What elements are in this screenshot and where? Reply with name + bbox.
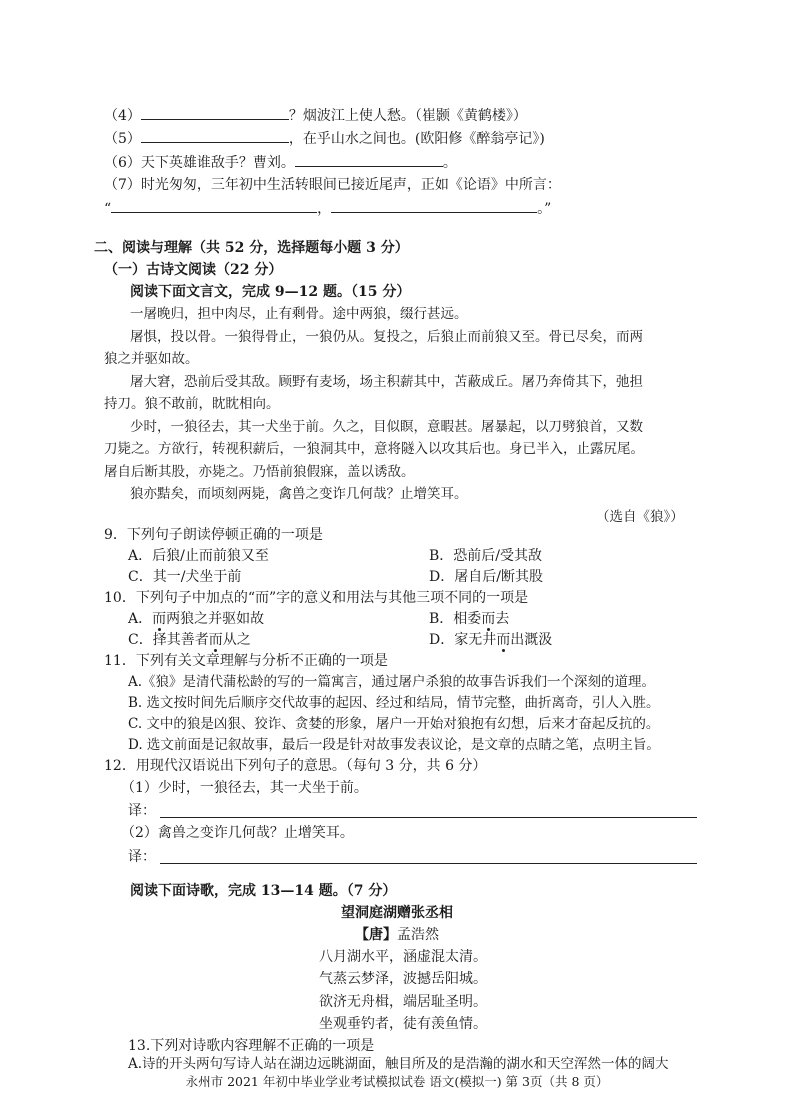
prose-line: 屠自后断其股，亦毙之。乃悟前狼假寐，盖以诱敌。	[104, 464, 415, 480]
q10-option-c[interactable]: C．择其善者而从之	[128, 632, 251, 648]
poem-line: 欲济无舟楫，端居耻圣明。	[319, 994, 487, 1010]
q10-option-d[interactable]: D．家无井而出溉汲	[429, 632, 553, 648]
q11-stem: 11．下列有关文章理解与分析不正确的一项是	[104, 653, 388, 669]
q7-blank-2[interactable]	[331, 199, 537, 213]
q12-translation-label-1: 译：	[128, 803, 156, 819]
q12-stem: 12．用现代汉语说出下列句子的意思。（每句 3 分，共 6 分）	[104, 758, 487, 774]
q12-sentence-1: （1）少时，一狼径去，其一犬坐于前。	[121, 780, 368, 796]
q4-line: （4） ？烟波江上使人愁。（崔颢《黄鹤楼》）	[104, 108, 527, 124]
prose-line: 一屠晚归，担中肉尽，止有剩骨。途中两狼，缀行甚远。	[130, 306, 468, 322]
poem-author: 【唐】孟浩然	[355, 927, 439, 943]
prose-line: 持刀。狼不敢前，眈眈相向。	[104, 396, 280, 412]
q12-answer-line-2[interactable]	[160, 863, 697, 864]
q10-option-b[interactable]: B．相委而去	[429, 611, 510, 627]
prose-line: 屠惧，投以骨。一狼得骨止，一狼仍从。复投之，后狼止而前狼又至。骨已尽矣，而两	[130, 329, 643, 345]
q11-option-c[interactable]: C. 文中的狼是凶狠、狡诈、贪婪的形象，屠户一开始对狼抱有幻想，后来才奋起反抗的。	[128, 716, 660, 732]
q5-blank[interactable]	[141, 129, 289, 143]
q9-option-c[interactable]: C．其一/犬坐于前	[128, 569, 242, 585]
poem-line: 气蒸云梦泽，波撼岳阳城。	[319, 971, 487, 987]
q4-blank[interactable]	[141, 106, 289, 120]
prose-line: 少时，一狼径去，其一犬坐于前。久之，目似瞑，意暇甚。屠暴起，以刀劈狼首，又数	[130, 419, 643, 435]
q9-option-b[interactable]: B．恐前后/受其敌	[429, 548, 543, 564]
q11-option-b[interactable]: B. 选文按时间先后顺序交代故事的起因、经过和结局，情节完整，曲折离奇，引人入胜。	[128, 695, 660, 711]
q12-sentence-2: （2）禽兽之变诈几何哉？止增笑耳。	[121, 825, 354, 841]
q13-option-a[interactable]: A.诗的开头两句写诗人站在湖边远眺湖面，触目所及的是浩瀚的湖水和天空浑然一体的阔大	[128, 1056, 669, 1072]
q10-option-a[interactable]: A．而两狼之并驱如故	[128, 611, 265, 627]
poem-instruction: 阅读下面诗歌，完成 13—14 题。（7 分）	[130, 883, 397, 899]
q11-option-a[interactable]: A.《狼》是清代蒲松龄的写的一篇寓言，通过屠户杀狼的故事告诉我们一个深刻的道理。	[128, 674, 656, 690]
q7-answer-line: “ ， 。”	[104, 201, 552, 217]
prose-line: 狼亦黠矣，而顷刻两毙，禽兽之变诈几何哉？止增笑耳。	[130, 486, 468, 502]
prose-line: 狼之并驱如故。	[104, 351, 199, 367]
poem-title: 望洞庭湖赠张丞相	[341, 905, 453, 921]
q12-translation-label-2: 译：	[128, 849, 156, 865]
q12-answer-line-1[interactable]	[160, 817, 697, 818]
poem-line: 坐观垂钓者，徒有羡鱼情。	[319, 1016, 487, 1032]
q6-blank[interactable]	[295, 153, 443, 167]
prose-source: （选自《狼》）	[596, 509, 684, 525]
q11-option-d[interactable]: D. 选文前面是记叙故事，最后一段是针对故事发表议论，是文章的点睛之笔，点明主旨。	[128, 737, 660, 753]
q7-blank-1[interactable]	[111, 199, 317, 213]
subsection-title: （一）古诗文阅读（22 分）	[104, 262, 283, 278]
prose-instruction: 阅读下面文言文，完成 9—12 题。（15 分）	[130, 284, 411, 300]
prose-line: 屠大窘，恐前后受其敌。顾野有麦场，场主积薪其中，苫蔽成丘。屠乃奔倚其下，弛担	[130, 374, 643, 390]
q10-stem: 10．下列句子中加点的“而”字的意义和用法与其他三项不同的一项是	[104, 590, 529, 606]
q9-stem: 9．下列句子朗读停顿正确的一项是	[104, 527, 323, 543]
q13-stem: 13.下列对诗歌内容理解不正确的一项是	[128, 1038, 375, 1054]
q9-option-d[interactable]: D．屠自后/断其股	[429, 569, 543, 585]
page-footer: 永州市 2021 年初中毕业学业考试模拟试卷 语文(模拟一) 第 3页（共 8 页）	[185, 1074, 609, 1089]
q7-line: （7）时光匆匆，三年初中生活转眼间已接近尾声，正如《论语》中所言：	[104, 177, 561, 193]
poem-line: 八月湖水平，涵虚混太清。	[319, 949, 487, 965]
q5-line: （5） ，在乎山水之间也。(欧阳修《醉翁亭记》)	[104, 131, 545, 147]
q9-option-a[interactable]: A．后狼/止而前狼又至	[128, 548, 269, 564]
prose-line: 刀毙之。方欲行，转视积薪后，一狼洞其中，意将隧入以攻其后也。身已半入，止露尻尾。	[104, 441, 644, 457]
section-title: 二、阅读与理解（共 52 分，选择题每小题 3 分）	[94, 240, 409, 256]
q6-line: （6）天下英雄谁敌手？曹刘。 。	[104, 155, 457, 171]
